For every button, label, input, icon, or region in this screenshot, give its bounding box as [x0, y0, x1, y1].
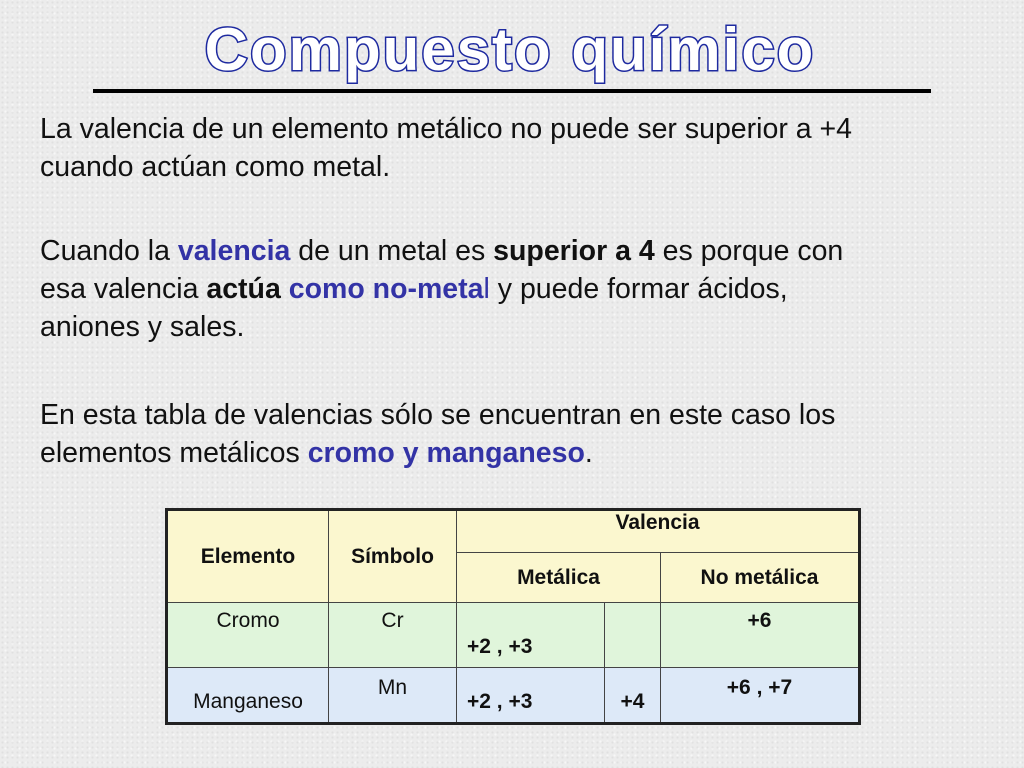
paragraph-3-line-2 — [40, 434, 1015, 472]
paragraph-2-line-3: aniones y sales. — [40, 311, 245, 343]
text-span: esa valencia — [40, 273, 207, 305]
paragraph-1-line-2: cuando actúan como metal. — [40, 151, 391, 183]
cell-metalica-extra: +4 — [605, 668, 661, 724]
header-valencia: Valencia — [457, 510, 860, 553]
paragraph-2 — [40, 232, 1015, 346]
header-no-metalica: No metálica — [661, 553, 860, 603]
cell-elemento: Manganeso — [167, 668, 329, 724]
paragraph-3 — [40, 396, 1015, 472]
page-title — [170, 2, 850, 92]
text-span: Cuando la — [40, 235, 178, 267]
cell-simbolo: Mn — [329, 668, 457, 724]
paragraph-1 — [40, 110, 1015, 186]
table-row-cromo — [167, 603, 860, 668]
text-span — [281, 273, 289, 305]
highlight-cromo-manganeso: cromo y manganeso — [307, 437, 585, 469]
cell-no-metalica: +6 — [661, 603, 860, 668]
cell-metalica-extra — [605, 603, 661, 668]
bold-superior: superior a 4 — [493, 235, 655, 267]
title-underline — [93, 89, 931, 93]
cell-simbolo: Cr — [329, 603, 457, 668]
highlight-valencia: valencia — [177, 235, 291, 267]
text-span: . — [584, 437, 593, 469]
paragraph-2-line-1 — [40, 232, 1015, 270]
header-elemento: Elemento — [167, 510, 329, 603]
text-span: es porque con — [654, 235, 844, 267]
cell-no-metalica: +6 , +7 — [661, 668, 860, 724]
text-span: y puede formar ácidos, — [489, 273, 788, 305]
highlight-no-metal: como no-meta — [288, 273, 484, 305]
text-span: elementos metálicos — [40, 437, 308, 469]
paragraph-1-line-1: La valencia de un elemento metálico no puede ser superior a +4 — [40, 113, 852, 145]
table-row-manganeso — [167, 668, 860, 724]
page-title-text: Compuesto químico — [204, 16, 816, 83]
highlight-l: l — [483, 273, 490, 305]
paragraph-3-line-1: En esta tabla de valencias sólo se encuentran en este caso los — [40, 399, 836, 431]
text-span: de un metal es — [290, 235, 494, 267]
header-simbolo: Símbolo — [329, 510, 457, 603]
cell-metalica: +2 , +3 — [457, 668, 605, 724]
header-metalica: Metálica — [457, 553, 661, 603]
valencia-table — [165, 508, 861, 725]
cell-metalica: +2 , +3 — [457, 603, 605, 668]
paragraph-2-line-2 — [40, 270, 1015, 308]
cell-elemento: Cromo — [167, 603, 329, 668]
bold-actua: actúa — [206, 273, 281, 305]
